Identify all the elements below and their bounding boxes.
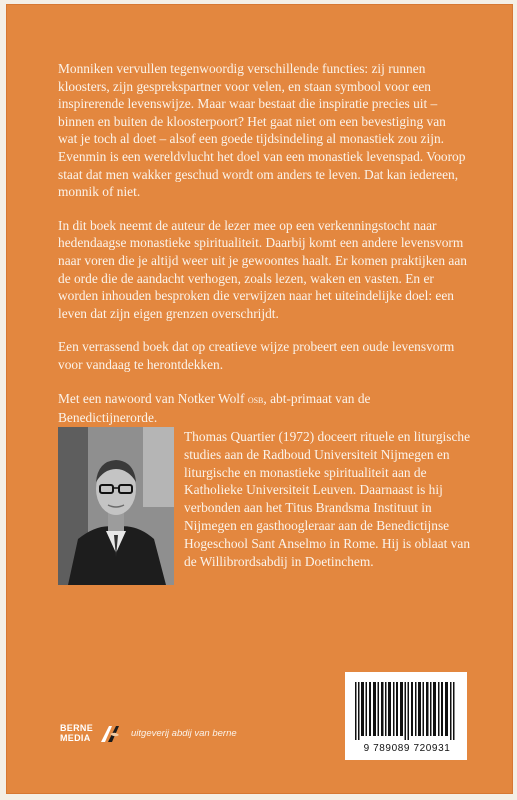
author-bio: Thomas Quartier (1972) doceert rituele en liturgische studies aan de Radboud Universiteit Nijmegen en liturgische en monastieke spiritualiteit aan de Katholieke Universiteit Leuven. Daarnaast is hij verbonden aan het Titus Brandsma Instituut in Nijmegen en gasthoogleraar aan de Benedictijnse Hogeschool Sant Anselmo in Rome. Hij is oblaat van de Willibrordsabdij in Doetinchem. — [184, 429, 471, 569]
blurb-paragraph-4 — [58, 390, 468, 427]
berne-logo-icon — [99, 722, 121, 744]
blurb-paragraph-1: Monniken vervullen tegenwoordig verschillende functies: zij runnen kloosters, zijn gesprekspartner voor velen, en staan symbool voor een inspirerende levenswijze. Maar waar bestaat die inspiratie precies uit – binnen en buiten de kloosterpoort? Het gaat niet om een bevestiging van wat je toch al doet – alsof een goede tijdsindeling al monastiek zou zijn. Evenmin is een wereldvlucht het doel van een monastiek levenspad. Voorop staat dat men wakker geschud wordt om anders te leven. Dat kan iedereen, monnik of niet. — [58, 61, 466, 200]
publisher-tagline: uitgeverij abdij van berne — [131, 727, 237, 739]
blurb-paragraph-3: Een verrassend boek dat op creatieve wijze probeert een oude levensvorm voor vandaag te herontdekken. — [58, 339, 455, 372]
author-photo — [58, 427, 174, 585]
osb-abbrev: osb — [247, 393, 264, 406]
blurb — [58, 60, 468, 443]
barcode — [345, 672, 467, 760]
isbn-number: 9 789089 720931 — [363, 743, 451, 754]
logo-line-1: BERNE — [60, 723, 94, 733]
afterword-text-end: , abt-primaat van de Benedictijnerorde. — [58, 390, 371, 426]
blurb-paragraph-2: In dit boek neemt de auteur de lezer mee op een verkenningstocht naar hedendaagse monastieke spiritualiteit. Daarbij komt een andere levensvorm naar voren die je altijd weer uit je gewoontes haalt. Er komen praktijken aan de orde die de aandacht verhogen, zoals lezen, waken en vasten. En er worden inhouden besproken die verwijzen naar het uiteindelijke doel: een leven dat zijn eigen grenzen overschrijdt. — [58, 217, 468, 321]
afterword-text: Met een nawoord van Notker Wolf — [58, 390, 248, 406]
barcode-bars-icon — [355, 682, 457, 740]
publisher-logo — [60, 722, 237, 744]
logo-line-2: MEDIA — [60, 733, 91, 743]
logo-wordmark — [60, 723, 93, 743]
